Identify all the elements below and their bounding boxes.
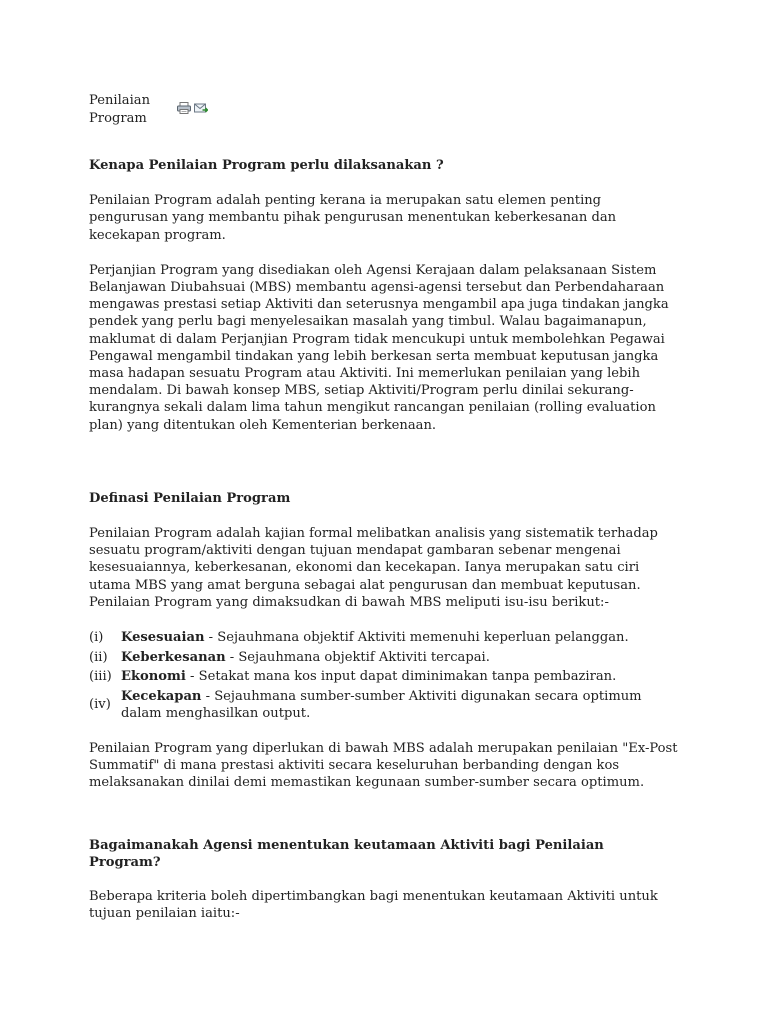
list-item bbox=[89, 628, 679, 648]
list-item-number: (iv) bbox=[89, 697, 111, 713]
issues-list bbox=[89, 628, 679, 723]
list-item-desc: - Sejauhmana objektif Aktiviti memenuhi keperluan pelanggan. bbox=[204, 630, 629, 646]
list-item-term: Kecekapan bbox=[121, 688, 202, 704]
page-title: Penilaian Program bbox=[89, 93, 151, 126]
list-item-text bbox=[121, 628, 629, 648]
list-item-text bbox=[121, 688, 679, 722]
list-item-text bbox=[121, 648, 490, 668]
list-item bbox=[89, 648, 679, 668]
heading-definasi: Definasi Penilaian Program bbox=[89, 490, 291, 506]
paragraph-kenapa-1: Penilaian Program adalah penting kerana ia merupakan satu elemen penting pengurusan yang membantu pihak pengurusan menentukan keberkesanan dan kecekapan program. bbox=[89, 193, 617, 243]
list-item-desc: - Sejauhmana sumber-sumber Aktiviti digunakan secara optimum dalam menghasilkan output. bbox=[121, 688, 642, 721]
list-item bbox=[89, 687, 679, 723]
list-item-number: (i) bbox=[89, 630, 104, 646]
list-item-term: Keberkesanan bbox=[121, 649, 226, 665]
paragraph-kenapa-2: Perjanjian Program yang disediakan oleh Agensi Kerajaan dalam pelaksanaan Sistem Belanjawan Diubahsuai (MBS) membantu agensi-agensi tersebut dan Perbendaharaan mengawas prestasi setiap Aktiviti dan seterusnya mengambil apa juga tindakan jangka pendek yang perlu bagi menyelesaikan masalah yang timbul. Walau bagaimanapun, maklumat di dalam Perjanjian Program tidak mencukupi untuk membolehkan Pegawai Pengawal mengambil tindakan yang lebih berkesan serta membuat keputusan jangka masa hadapan sesuatu Program atau Aktiviti. Ini memerlukan penilaian yang lebih mendalam. Di bawah konsep MBS, setiap Aktiviti/Program perlu dinilai sekurang-kurangnya sekali dalam lima tahun mengikut rancangan penilaian (rolling evaluation plan) yang ditentukan oleh Kementerian berkenaan. bbox=[89, 262, 669, 433]
print-icon[interactable] bbox=[177, 102, 191, 114]
list-item-number: (ii) bbox=[89, 649, 108, 665]
action-icons bbox=[177, 102, 208, 114]
heading-kenapa: Kenapa Penilaian Program perlu dilaksanakan ? bbox=[89, 158, 444, 173]
list-item-text bbox=[121, 667, 616, 687]
paragraph-bagaimana-1: Beberapa kriteria boleh dipertimbangkan bagi menentukan keutamaan Aktiviti untuk tujuan penilaian iaitu:- bbox=[89, 888, 658, 922]
list-item-desc: - Sejauhmana objektif Aktiviti tercapai. bbox=[225, 649, 490, 665]
title-row bbox=[89, 92, 679, 127]
list-item-desc: - Setakat mana kos input dapat diminimakan tanpa pembaziran. bbox=[185, 669, 617, 685]
list-item bbox=[89, 667, 679, 687]
article-content bbox=[89, 92, 679, 922]
list-item-term: Ekonomi bbox=[121, 669, 186, 685]
heading-bagaimana: Bagaimanakah Agensi menentukan keutamaan Aktiviti bagi Penilaian Program? bbox=[89, 837, 604, 870]
list-item-term: Kesesuaian bbox=[121, 630, 205, 646]
email-icon[interactable] bbox=[194, 102, 208, 114]
list-item-number: (iii) bbox=[89, 669, 112, 685]
paragraph-definasi-2: Penilaian Program yang diperlukan di bawah MBS adalah merupakan penilaian "Ex-Post Summatif" di mana prestasi aktiviti secara keseluruhan berbanding dengan kos melaksanakan dinilai demi memastikan kegunaan sumber-sumber secara optimum. bbox=[89, 740, 678, 791]
paragraph-definasi-1: Penilaian Program adalah kajian formal melibatkan analisis yang sistematik terhadap sesuatu program/aktiviti dengan tujuan mendapat gambaran sebenar mengenai kesesuaiannya, keberkesanan, ekonomi dan kecekapan. Ianya merupakan satu ciri utama MBS yang amat berguna sebagai alat pengurusan dan membuat keputusan. Penilaian Program yang dimaksudkan di bawah MBS meliputi isu-isu berikut:- bbox=[89, 526, 658, 610]
